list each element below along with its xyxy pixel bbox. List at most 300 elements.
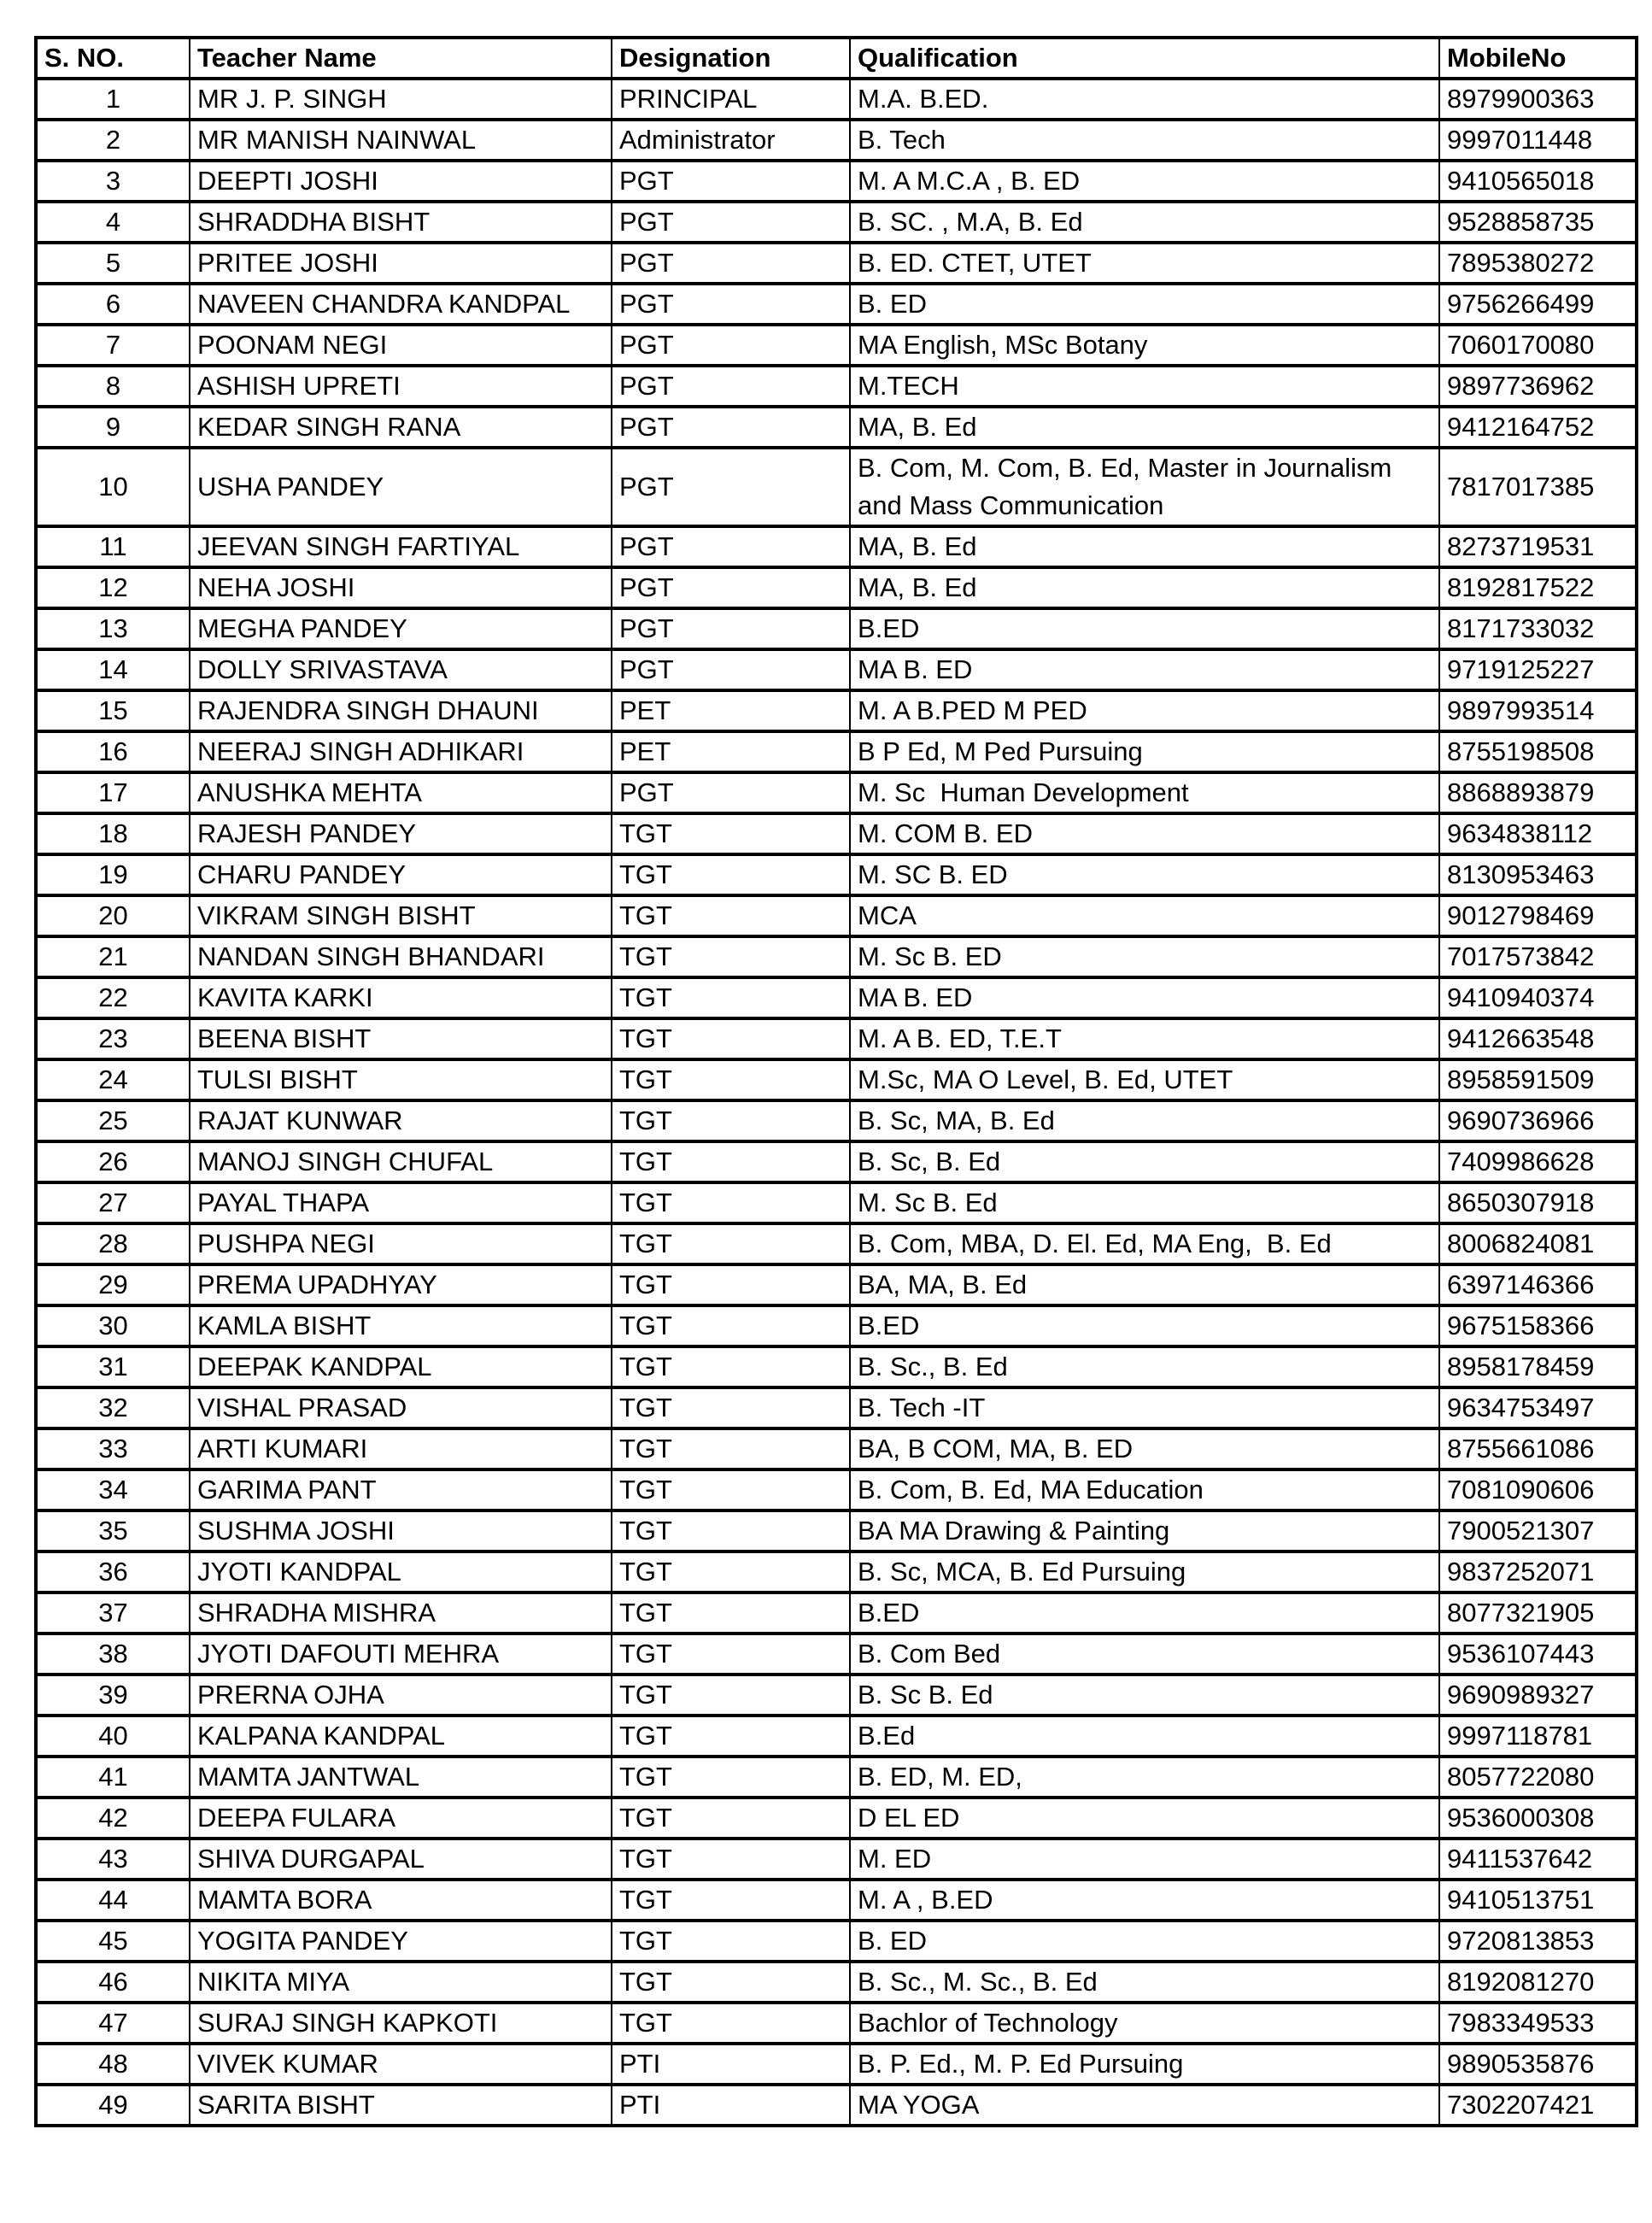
mobile-cell: 8755661086 bbox=[1439, 1428, 1637, 1469]
table-row bbox=[36, 690, 1637, 731]
sno-cell: 45 bbox=[36, 1921, 190, 1962]
designation-cell: TGT bbox=[612, 813, 850, 854]
sno-cell: 39 bbox=[36, 1675, 190, 1716]
designation-cell: TGT bbox=[612, 936, 850, 977]
mobile-cell: 7017573842 bbox=[1439, 936, 1637, 977]
table-row bbox=[36, 895, 1637, 936]
designation-cell: PGT bbox=[612, 325, 850, 366]
teacher-name-cell: ASHISH UPRETI bbox=[190, 366, 612, 407]
sno-cell: 26 bbox=[36, 1141, 190, 1182]
mobile-cell: 9634838112 bbox=[1439, 813, 1637, 854]
qualification-cell: B.Ed bbox=[850, 1716, 1439, 1757]
sno-cell: 11 bbox=[36, 526, 190, 567]
mobile-cell: 8958591509 bbox=[1439, 1059, 1637, 1100]
table-row bbox=[36, 813, 1637, 854]
table-row bbox=[36, 120, 1637, 161]
mobile-cell: 7895380272 bbox=[1439, 243, 1637, 284]
sno-cell: 34 bbox=[36, 1469, 190, 1510]
mobile-cell: 7983349533 bbox=[1439, 2003, 1637, 2044]
sno-cell: 38 bbox=[36, 1634, 190, 1675]
mobile-cell: 8755198508 bbox=[1439, 731, 1637, 772]
table-row bbox=[36, 1634, 1637, 1675]
sno-cell: 49 bbox=[36, 2085, 190, 2126]
sno-cell: 48 bbox=[36, 2044, 190, 2085]
column-header-designation: Designation bbox=[612, 38, 850, 79]
table-row bbox=[36, 731, 1637, 772]
qualification-cell: MA B. ED bbox=[850, 977, 1439, 1018]
table-row bbox=[36, 1592, 1637, 1634]
column-header-sno: S. NO. bbox=[36, 38, 190, 79]
mobile-cell: 9690736966 bbox=[1439, 1100, 1637, 1141]
qualification-cell: B. Sc., B. Ed bbox=[850, 1346, 1439, 1387]
teacher-name-cell: ANUSHKA MEHTA bbox=[190, 772, 612, 813]
teacher-name-cell: SHRADHA MISHRA bbox=[190, 1592, 612, 1634]
mobile-cell: 7409986628 bbox=[1439, 1141, 1637, 1182]
teacher-name-cell: MAMTA JANTWAL bbox=[190, 1757, 612, 1798]
teacher-name-cell: SURAJ SINGH KAPKOTI bbox=[190, 2003, 612, 2044]
teacher-name-cell: NANDAN SINGH BHANDARI bbox=[190, 936, 612, 977]
qualification-cell: MCA bbox=[850, 895, 1439, 936]
table-row bbox=[36, 1387, 1637, 1428]
qualification-cell: B. Sc, MCA, B. Ed Pursuing bbox=[850, 1551, 1439, 1592]
table-row bbox=[36, 407, 1637, 448]
designation-cell: TGT bbox=[612, 1469, 850, 1510]
mobile-cell: 9890535876 bbox=[1439, 2044, 1637, 2085]
sno-cell: 12 bbox=[36, 567, 190, 608]
qualification-cell: M.A. B.ED. bbox=[850, 79, 1439, 120]
qualification-cell: MA, B. Ed bbox=[850, 526, 1439, 567]
sno-cell: 3 bbox=[36, 161, 190, 202]
table-row bbox=[36, 366, 1637, 407]
mobile-cell: 8958178459 bbox=[1439, 1346, 1637, 1387]
table-row bbox=[36, 1264, 1637, 1305]
designation-cell: TGT bbox=[612, 1510, 850, 1551]
mobile-cell: 6397146366 bbox=[1439, 1264, 1637, 1305]
designation-cell: TGT bbox=[612, 1592, 850, 1634]
mobile-cell: 9756266499 bbox=[1439, 284, 1637, 325]
sno-cell: 30 bbox=[36, 1305, 190, 1346]
column-header-teacher-name: Teacher Name bbox=[190, 38, 612, 79]
mobile-cell: 9528858735 bbox=[1439, 202, 1637, 243]
table-row bbox=[36, 1551, 1637, 1592]
teacher-name-cell: NIKITA MIYA bbox=[190, 1962, 612, 2003]
teacher-name-cell: VIVEK KUMAR bbox=[190, 2044, 612, 2085]
sno-cell: 42 bbox=[36, 1798, 190, 1839]
qualification-cell: M. Sc B. Ed bbox=[850, 1182, 1439, 1223]
mobile-cell: 8979900363 bbox=[1439, 79, 1637, 120]
designation-cell: PGT bbox=[612, 448, 850, 526]
mobile-cell: 7900521307 bbox=[1439, 1510, 1637, 1551]
qualification-cell: D EL ED bbox=[850, 1798, 1439, 1839]
table-row bbox=[36, 1305, 1637, 1346]
mobile-cell: 9412164752 bbox=[1439, 407, 1637, 448]
qualification-cell: B. Sc, MA, B. Ed bbox=[850, 1100, 1439, 1141]
teacher-name-cell: MAMTA BORA bbox=[190, 1880, 612, 1921]
designation-cell: PGT bbox=[612, 567, 850, 608]
qualification-cell: B. Com Bed bbox=[850, 1634, 1439, 1675]
qualification-cell: B. Tech -IT bbox=[850, 1387, 1439, 1428]
qualification-cell: B. Tech bbox=[850, 120, 1439, 161]
qualification-cell: B.ED bbox=[850, 1592, 1439, 1634]
table-row bbox=[36, 977, 1637, 1018]
designation-cell: TGT bbox=[612, 1551, 850, 1592]
qualification-cell: MA, B. Ed bbox=[850, 407, 1439, 448]
sno-cell: 20 bbox=[36, 895, 190, 936]
teacher-name-cell: MR J. P. SINGH bbox=[190, 79, 612, 120]
mobile-cell: 9412663548 bbox=[1439, 1018, 1637, 1059]
table-row bbox=[36, 2085, 1637, 2126]
mobile-cell: 9012798469 bbox=[1439, 895, 1637, 936]
qualification-cell: M. A , B.ED bbox=[850, 1880, 1439, 1921]
qualification-cell: M. COM B. ED bbox=[850, 813, 1439, 854]
teacher-name-cell: KAMLA BISHT bbox=[190, 1305, 612, 1346]
designation-cell: TGT bbox=[612, 1387, 850, 1428]
teacher-name-cell: DOLLY SRIVASTAVA bbox=[190, 649, 612, 690]
sno-cell: 4 bbox=[36, 202, 190, 243]
sno-cell: 31 bbox=[36, 1346, 190, 1387]
sno-cell: 14 bbox=[36, 649, 190, 690]
designation-cell: TGT bbox=[612, 1305, 850, 1346]
table-row bbox=[36, 1346, 1637, 1387]
table-row bbox=[36, 1469, 1637, 1510]
teacher-name-cell: VIKRAM SINGH BISHT bbox=[190, 895, 612, 936]
qualification-cell: B.ED bbox=[850, 608, 1439, 649]
sno-cell: 13 bbox=[36, 608, 190, 649]
teacher-name-cell: JYOTI DAFOUTI MEHRA bbox=[190, 1634, 612, 1675]
table-row bbox=[36, 1921, 1637, 1962]
designation-cell: TGT bbox=[612, 2003, 850, 2044]
header-row bbox=[36, 38, 1637, 79]
sno-cell: 41 bbox=[36, 1757, 190, 1798]
sno-cell: 43 bbox=[36, 1839, 190, 1880]
designation-cell: Administrator bbox=[612, 120, 850, 161]
qualification-cell: BA MA Drawing & Painting bbox=[850, 1510, 1439, 1551]
table-row bbox=[36, 1839, 1637, 1880]
page bbox=[0, 36, 1652, 2223]
table-row bbox=[36, 2003, 1637, 2044]
teacher-name-cell: KAVITA KARKI bbox=[190, 977, 612, 1018]
table-row bbox=[36, 161, 1637, 202]
sno-cell: 24 bbox=[36, 1059, 190, 1100]
sno-cell: 19 bbox=[36, 854, 190, 895]
qualification-cell: M. A M.C.A , B. ED bbox=[850, 161, 1439, 202]
mobile-cell: 8130953463 bbox=[1439, 854, 1637, 895]
teacher-name-cell: PRERNA OJHA bbox=[190, 1675, 612, 1716]
designation-cell: TGT bbox=[612, 1716, 850, 1757]
qualification-cell: Bachlor of Technology bbox=[850, 2003, 1439, 2044]
qualification-cell: B. Com, B. Ed, MA Education bbox=[850, 1469, 1439, 1510]
qualification-cell: B. SC. , M.A, B. Ed bbox=[850, 202, 1439, 243]
qualification-cell: MA B. ED bbox=[850, 649, 1439, 690]
designation-cell: TGT bbox=[612, 1141, 850, 1182]
qualification-cell: B. Com, M. Com, B. Ed, Master in Journalism and Mass Communication bbox=[850, 448, 1439, 526]
mobile-cell: 8868893879 bbox=[1439, 772, 1637, 813]
teacher-name-cell: VISHAL PRASAD bbox=[190, 1387, 612, 1428]
teacher-name-cell: PREMA UPADHYAY bbox=[190, 1264, 612, 1305]
table-row bbox=[36, 608, 1637, 649]
teacher-name-cell: RAJENDRA SINGH DHAUNI bbox=[190, 690, 612, 731]
table-row bbox=[36, 854, 1637, 895]
teacher-name-cell: KALPANA KANDPAL bbox=[190, 1716, 612, 1757]
teacher-name-cell: SUSHMA JOSHI bbox=[190, 1510, 612, 1551]
qualification-cell: M. A B.PED M PED bbox=[850, 690, 1439, 731]
designation-cell: TGT bbox=[612, 1100, 850, 1141]
table-row bbox=[36, 1141, 1637, 1182]
teacher-name-cell: NEERAJ SINGH ADHIKARI bbox=[190, 731, 612, 772]
table-row bbox=[36, 243, 1637, 284]
table-row bbox=[36, 1798, 1637, 1839]
sno-cell: 47 bbox=[36, 2003, 190, 2044]
qualification-cell: B. Sc., M. Sc., B. Ed bbox=[850, 1962, 1439, 2003]
mobile-cell: 7060170080 bbox=[1439, 325, 1637, 366]
sno-cell: 1 bbox=[36, 79, 190, 120]
mobile-cell: 8077321905 bbox=[1439, 1592, 1637, 1634]
qualification-cell: B. ED. CTET, UTET bbox=[850, 243, 1439, 284]
designation-cell: TGT bbox=[612, 1675, 850, 1716]
sno-cell: 21 bbox=[36, 936, 190, 977]
mobile-cell: 9719125227 bbox=[1439, 649, 1637, 690]
designation-cell: TGT bbox=[612, 1757, 850, 1798]
mobile-cell: 9690989327 bbox=[1439, 1675, 1637, 1716]
designation-cell: TGT bbox=[612, 1018, 850, 1059]
sno-cell: 9 bbox=[36, 407, 190, 448]
designation-cell: PET bbox=[612, 690, 850, 731]
table-row bbox=[36, 772, 1637, 813]
teacher-name-cell: BEENA BISHT bbox=[190, 1018, 612, 1059]
teacher-name-cell: NAVEEN CHANDRA KANDPAL bbox=[190, 284, 612, 325]
mobile-cell: 8650307918 bbox=[1439, 1182, 1637, 1223]
qualification-cell: M.TECH bbox=[850, 366, 1439, 407]
table-row bbox=[36, 649, 1637, 690]
designation-cell: TGT bbox=[612, 895, 850, 936]
qualification-cell: B. ED, M. ED, bbox=[850, 1757, 1439, 1798]
designation-cell: PGT bbox=[612, 649, 850, 690]
table-row bbox=[36, 1757, 1637, 1798]
designation-cell: PET bbox=[612, 731, 850, 772]
qualification-cell: BA, MA, B. Ed bbox=[850, 1264, 1439, 1305]
designation-cell: PGT bbox=[612, 608, 850, 649]
designation-cell: TGT bbox=[612, 1428, 850, 1469]
table-row bbox=[36, 448, 1637, 526]
table-row bbox=[36, 202, 1637, 243]
teacher-name-cell: TULSI BISHT bbox=[190, 1059, 612, 1100]
teacher-name-cell: NEHA JOSHI bbox=[190, 567, 612, 608]
mobile-cell: 9634753497 bbox=[1439, 1387, 1637, 1428]
designation-cell: TGT bbox=[612, 1839, 850, 1880]
mobile-cell: 9536000308 bbox=[1439, 1798, 1637, 1839]
table-row bbox=[36, 567, 1637, 608]
table-row bbox=[36, 1100, 1637, 1141]
mobile-cell: 8171733032 bbox=[1439, 608, 1637, 649]
teacher-name-cell: MANOJ SINGH CHUFAL bbox=[190, 1141, 612, 1182]
designation-cell: PGT bbox=[612, 772, 850, 813]
sno-cell: 33 bbox=[36, 1428, 190, 1469]
table-row bbox=[36, 1018, 1637, 1059]
mobile-cell: 9837252071 bbox=[1439, 1551, 1637, 1592]
qualification-cell: MA YOGA bbox=[850, 2085, 1439, 2126]
table-row bbox=[36, 526, 1637, 567]
sno-cell: 32 bbox=[36, 1387, 190, 1428]
mobile-cell: 9410565018 bbox=[1439, 161, 1637, 202]
table-row bbox=[36, 936, 1637, 977]
teacher-name-cell: DEEPTI JOSHI bbox=[190, 161, 612, 202]
sno-cell: 18 bbox=[36, 813, 190, 854]
teacher-name-cell: CHARU PANDEY bbox=[190, 854, 612, 895]
sno-cell: 29 bbox=[36, 1264, 190, 1305]
mobile-cell: 8192817522 bbox=[1439, 567, 1637, 608]
sno-cell: 27 bbox=[36, 1182, 190, 1223]
table-row bbox=[36, 1428, 1637, 1469]
table-row bbox=[36, 325, 1637, 366]
teacher-name-cell: DEEPAK KANDPAL bbox=[190, 1346, 612, 1387]
designation-cell: PGT bbox=[612, 407, 850, 448]
sno-cell: 8 bbox=[36, 366, 190, 407]
qualification-cell: M. ED bbox=[850, 1839, 1439, 1880]
qualification-cell: B.ED bbox=[850, 1305, 1439, 1346]
qualification-cell: M. SC B. ED bbox=[850, 854, 1439, 895]
mobile-cell: 8273719531 bbox=[1439, 526, 1637, 567]
teacher-name-cell: PRITEE JOSHI bbox=[190, 243, 612, 284]
sno-cell: 46 bbox=[36, 1962, 190, 2003]
teacher-name-cell: MEGHA PANDEY bbox=[190, 608, 612, 649]
qualification-cell: B. Sc, B. Ed bbox=[850, 1141, 1439, 1182]
designation-cell: TGT bbox=[612, 977, 850, 1018]
mobile-cell: 9536107443 bbox=[1439, 1634, 1637, 1675]
mobile-cell: 7817017385 bbox=[1439, 448, 1637, 526]
designation-cell: TGT bbox=[612, 1921, 850, 1962]
mobile-cell: 8006824081 bbox=[1439, 1223, 1637, 1264]
table-row bbox=[36, 1962, 1637, 2003]
designation-cell: PTI bbox=[612, 2044, 850, 2085]
mobile-cell: 9997118781 bbox=[1439, 1716, 1637, 1757]
column-header-qualification: Qualification bbox=[850, 38, 1439, 79]
table-row bbox=[36, 1675, 1637, 1716]
teacher-name-cell: POONAM NEGI bbox=[190, 325, 612, 366]
sno-cell: 44 bbox=[36, 1880, 190, 1921]
teachers-table bbox=[34, 36, 1638, 2127]
designation-cell: PGT bbox=[612, 243, 850, 284]
qualification-cell: B. Sc B. Ed bbox=[850, 1675, 1439, 1716]
table-row bbox=[36, 1223, 1637, 1264]
teacher-name-cell: ARTI KUMARI bbox=[190, 1428, 612, 1469]
mobile-cell: 9897993514 bbox=[1439, 690, 1637, 731]
mobile-cell: 9410940374 bbox=[1439, 977, 1637, 1018]
qualification-cell: M. Sc B. ED bbox=[850, 936, 1439, 977]
sno-cell: 2 bbox=[36, 120, 190, 161]
table-header bbox=[36, 38, 1637, 79]
column-header-mobileno: MobileNo bbox=[1439, 38, 1637, 79]
designation-cell: TGT bbox=[612, 1346, 850, 1387]
sno-cell: 15 bbox=[36, 690, 190, 731]
teacher-name-cell: KEDAR SINGH RANA bbox=[190, 407, 612, 448]
designation-cell: TGT bbox=[612, 1264, 850, 1305]
designation-cell: PGT bbox=[612, 526, 850, 567]
table-row bbox=[36, 1182, 1637, 1223]
qualification-cell: B. ED bbox=[850, 1921, 1439, 1962]
teacher-name-cell: RAJAT KUNWAR bbox=[190, 1100, 612, 1141]
sno-cell: 35 bbox=[36, 1510, 190, 1551]
qualification-cell: B. ED bbox=[850, 284, 1439, 325]
sno-cell: 7 bbox=[36, 325, 190, 366]
sno-cell: 40 bbox=[36, 1716, 190, 1757]
table-row bbox=[36, 1716, 1637, 1757]
table-row bbox=[36, 2044, 1637, 2085]
teacher-name-cell: JEEVAN SINGH FARTIYAL bbox=[190, 526, 612, 567]
sno-cell: 22 bbox=[36, 977, 190, 1018]
mobile-cell: 9675158366 bbox=[1439, 1305, 1637, 1346]
designation-cell: TGT bbox=[612, 1880, 850, 1921]
table-row bbox=[36, 1510, 1637, 1551]
table-body bbox=[36, 79, 1637, 2126]
teacher-name-cell: PUSHPA NEGI bbox=[190, 1223, 612, 1264]
teacher-name-cell: JYOTI KANDPAL bbox=[190, 1551, 612, 1592]
mobile-cell: 8057722080 bbox=[1439, 1757, 1637, 1798]
designation-cell: TGT bbox=[612, 1223, 850, 1264]
teacher-name-cell: SARITA BISHT bbox=[190, 2085, 612, 2126]
qualification-cell: M.Sc, MA O Level, B. Ed, UTET bbox=[850, 1059, 1439, 1100]
sno-cell: 5 bbox=[36, 243, 190, 284]
mobile-cell: 9720813853 bbox=[1439, 1921, 1637, 1962]
qualification-cell: B. P. Ed., M. P. Ed Pursuing bbox=[850, 2044, 1439, 2085]
designation-cell: PRINCIPAL bbox=[612, 79, 850, 120]
qualification-cell: M. A B. ED, T.E.T bbox=[850, 1018, 1439, 1059]
teacher-name-cell: GARIMA PANT bbox=[190, 1469, 612, 1510]
teacher-name-cell: SHIVA DURGAPAL bbox=[190, 1839, 612, 1880]
sno-cell: 16 bbox=[36, 731, 190, 772]
designation-cell: PGT bbox=[612, 284, 850, 325]
table-row bbox=[36, 79, 1637, 120]
sno-cell: 17 bbox=[36, 772, 190, 813]
designation-cell: PGT bbox=[612, 366, 850, 407]
designation-cell: TGT bbox=[612, 854, 850, 895]
qualification-cell: BA, B COM, MA, B. ED bbox=[850, 1428, 1439, 1469]
sno-cell: 23 bbox=[36, 1018, 190, 1059]
sno-cell: 36 bbox=[36, 1551, 190, 1592]
designation-cell: TGT bbox=[612, 1182, 850, 1223]
table-row bbox=[36, 1059, 1637, 1100]
designation-cell: PGT bbox=[612, 161, 850, 202]
sno-cell: 28 bbox=[36, 1223, 190, 1264]
mobile-cell: 7081090606 bbox=[1439, 1469, 1637, 1510]
qualification-cell: MA, B. Ed bbox=[850, 567, 1439, 608]
mobile-cell: 9411537642 bbox=[1439, 1839, 1637, 1880]
mobile-cell: 9410513751 bbox=[1439, 1880, 1637, 1921]
mobile-cell: 9997011448 bbox=[1439, 120, 1637, 161]
sno-cell: 6 bbox=[36, 284, 190, 325]
teacher-name-cell: YOGITA PANDEY bbox=[190, 1921, 612, 1962]
mobile-cell: 8192081270 bbox=[1439, 1962, 1637, 2003]
teacher-name-cell: SHRADDHA BISHT bbox=[190, 202, 612, 243]
teacher-name-cell: MR MANISH NAINWAL bbox=[190, 120, 612, 161]
qualification-cell: B P Ed, M Ped Pursuing bbox=[850, 731, 1439, 772]
designation-cell: PGT bbox=[612, 202, 850, 243]
table-row bbox=[36, 284, 1637, 325]
qualification-cell: MA English, MSc Botany bbox=[850, 325, 1439, 366]
sno-cell: 37 bbox=[36, 1592, 190, 1634]
qualification-cell: B. Com, MBA, D. El. Ed, MA Eng, B. Ed bbox=[850, 1223, 1439, 1264]
designation-cell: TGT bbox=[612, 1634, 850, 1675]
designation-cell: TGT bbox=[612, 1962, 850, 2003]
qualification-cell: M. Sc Human Development bbox=[850, 772, 1439, 813]
teacher-name-cell: RAJESH PANDEY bbox=[190, 813, 612, 854]
designation-cell: PTI bbox=[612, 2085, 850, 2126]
designation-cell: TGT bbox=[612, 1059, 850, 1100]
mobile-cell: 9897736962 bbox=[1439, 366, 1637, 407]
mobile-cell: 7302207421 bbox=[1439, 2085, 1637, 2126]
teacher-name-cell: DEEPA FULARA bbox=[190, 1798, 612, 1839]
teacher-name-cell: USHA PANDEY bbox=[190, 448, 612, 526]
sno-cell: 25 bbox=[36, 1100, 190, 1141]
